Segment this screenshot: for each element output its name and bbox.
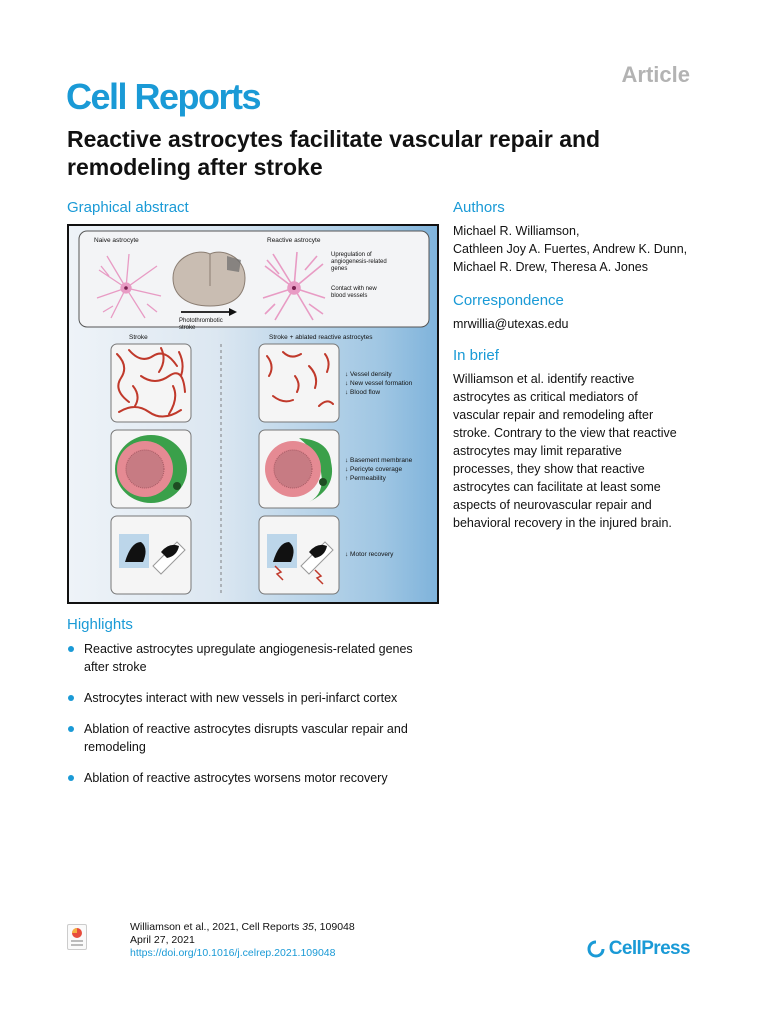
article-title: Reactive astrocytes facilitate vascular repair and remodeling after stroke: [67, 126, 601, 180]
bullet-icon: [68, 695, 74, 701]
highlight-line: Ablation of reactive astrocytes worsens motor recovery: [84, 771, 388, 785]
publication-date: April 27, 2021: [130, 934, 195, 946]
cellpress-wordmark: CellPress: [608, 938, 690, 959]
cellpress-icon: [587, 940, 605, 958]
brain-section-icon: [173, 252, 245, 306]
reactive-astrocyte-label: Reactive astrocyte: [267, 237, 321, 244]
bullet-icon: [68, 726, 74, 732]
graphical-abstract-heading: Graphical abstract: [67, 199, 189, 216]
in-brief-line: stroke. Contrary to the view that reactive: [453, 426, 677, 440]
citation-volume: 35: [302, 921, 314, 933]
effect-permeability: ↑ Permeability: [345, 475, 386, 482]
in-brief-line: processes, they show that reactive: [453, 462, 645, 476]
effect-vessel-density: ↓ Vessel density: [345, 371, 392, 378]
citation: [130, 921, 355, 934]
in-brief-heading: In brief: [453, 347, 499, 364]
highlight-item: [67, 769, 447, 787]
highlight-line: after stroke: [84, 660, 147, 674]
effect-pericyte-coverage: ↓ Pericyte coverage: [345, 466, 403, 473]
in-brief-line: astrocytes may limit reparative: [453, 444, 622, 458]
contact-label: Contact with new blood vessels: [331, 286, 377, 299]
naive-astrocyte-label: Naive astrocyte: [94, 237, 139, 244]
vessel-cross-section-intact: [115, 435, 187, 503]
stroke-arrow-label: Photothrombotic stroke: [179, 318, 223, 331]
top-panel: [79, 231, 429, 327]
highlight-line: Reactive astrocytes upregulate angiogenesis-related genes: [84, 642, 413, 656]
citation-prefix: Williamson et al., 2021, Cell Reports: [130, 921, 303, 933]
in-brief-line: astrocytes as critical mediators of: [453, 390, 638, 404]
col-label-ablated: Stroke + ablated reactive astrocytes: [269, 334, 373, 341]
correspondence-email[interactable]: mrwillia@utexas.edu: [453, 317, 569, 331]
upregulation-label: Upregulation of angiogenesis-related genes: [331, 252, 387, 272]
highlight-item: [67, 720, 447, 756]
in-brief-text: [453, 370, 677, 532]
highlight-item: [67, 689, 447, 707]
highlight-line: Astrocytes interact with new vessels in peri-infarct cortex: [84, 691, 398, 705]
bullet-icon: [68, 646, 74, 652]
in-brief-line: Williamson et al. identify reactive: [453, 372, 635, 386]
bullet-icon: [68, 775, 74, 781]
check-for-updates-icon[interactable]: [67, 924, 87, 950]
col-label-stroke: Stroke: [129, 334, 148, 341]
author-line: Michael R. Williamson,: [453, 224, 580, 238]
citation-suffix: , 109048: [313, 921, 355, 933]
author-list: [453, 222, 687, 276]
article-type-label: Article: [621, 62, 690, 87]
in-brief-line: vascular repair and remodeling after: [453, 408, 654, 422]
doi-link[interactable]: https://doi.org/10.1016/j.celrep.2021.109048: [130, 947, 336, 959]
graphical-abstract-svg: [69, 226, 437, 602]
effect-motor-recovery: ↓ Motor recovery: [345, 551, 394, 558]
highlight-line: remodeling: [84, 740, 146, 754]
effect-basement-membrane: ↓ Basement membrane: [345, 457, 413, 464]
highlight-item: [67, 640, 447, 676]
author-line: Michael R. Drew, Theresa A. Jones: [453, 260, 648, 274]
correspondence-heading: Correspondence: [453, 292, 564, 309]
in-brief-line: aspects of neurovascular repair and: [453, 498, 652, 512]
authors-heading: Authors: [453, 199, 505, 216]
highlight-line: Ablation of reactive astrocytes disrupts vascular repair and: [84, 722, 408, 736]
in-brief-line: behavioral recovery in the injured brain.: [453, 516, 672, 530]
in-brief-line: astrocytes can facilitate at least some: [453, 480, 661, 494]
highlights-heading: Highlights: [67, 616, 133, 633]
cellpress-logo: [587, 938, 690, 960]
author-line: Cathleen Joy A. Fuertes, Andrew K. Dunn,: [453, 242, 688, 256]
highlights-list: [67, 640, 447, 787]
journal-logo: Cell Reports: [66, 76, 261, 117]
effect-blood-flow: ↓ Blood flow: [345, 389, 381, 396]
effect-new-vessel: ↓ New vessel formation: [345, 380, 413, 387]
graphical-abstract-figure: [67, 224, 439, 604]
